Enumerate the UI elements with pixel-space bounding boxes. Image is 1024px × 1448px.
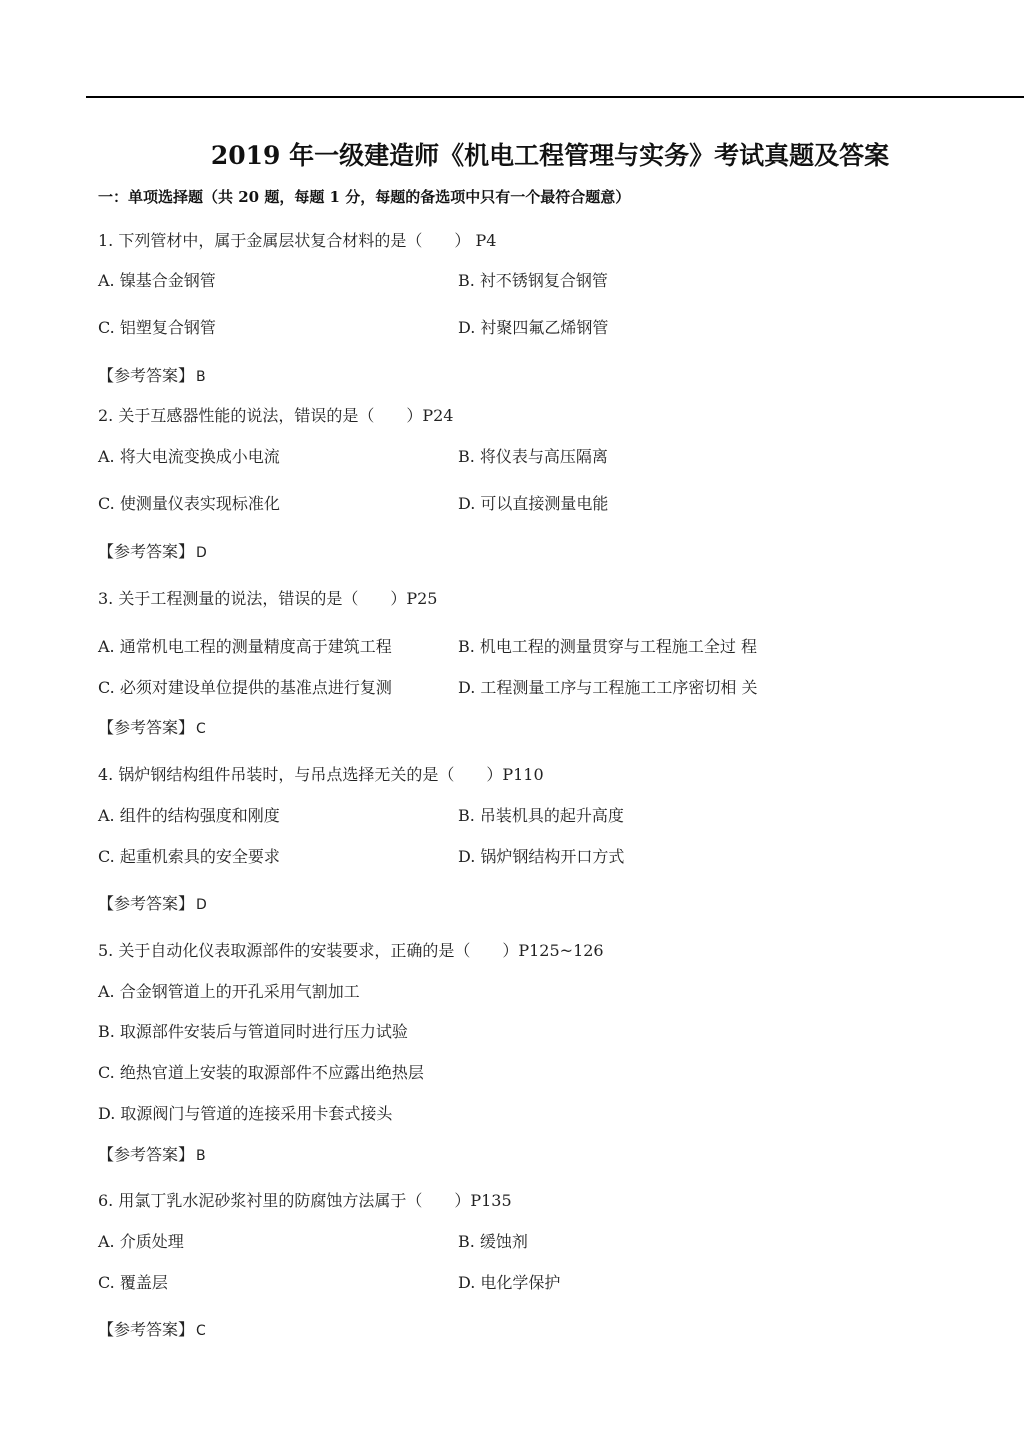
- question-4-answer: [98, 891, 207, 914]
- question-5-stem: 5. 关于自动化仪表取源部件的安装要求，正确的是（ ）P125~126: [98, 941, 604, 960]
- question-6-option-c: C. 覆盖层: [98, 1273, 168, 1292]
- question-2-option-c: C. 使测量仪表实现标准化: [98, 494, 280, 513]
- header-rule: [86, 96, 1024, 98]
- question-6-option-b: B. 缓蚀剂: [458, 1232, 528, 1251]
- question-4-stem: 4. 锅炉钢结构组件吊装时，与吊点选择无关的是（ ）P110: [98, 765, 544, 784]
- question-6-answer: [98, 1317, 206, 1340]
- section-heading: 一：单项选择题（共 20 题，每题 1 分，每题的备选项中只有一个最符合题意）: [98, 188, 631, 206]
- question-1-option-a: A. 镍基合金钢管: [98, 271, 216, 290]
- question-2-option-a: A. 将大电流变换成小电流: [98, 447, 280, 466]
- question-1-answer: [98, 363, 206, 386]
- question-5-option-a: A. 合金钢管道上的开孔采用气割加工: [98, 982, 360, 1001]
- document-title: 2019 年一级建造师《机电工程管理与实务》考试真题及答案: [210, 141, 890, 170]
- question-4-option-b: B. 吊装机具的起升高度: [458, 806, 624, 825]
- answer-label: 【参考答案】: [98, 894, 195, 913]
- answer-label: 【参考答案】: [98, 718, 195, 737]
- question-6-stem: 6. 用氯丁乳水泥砂浆衬里的防腐蚀方法属于（ ）P135: [98, 1191, 512, 1210]
- question-2-option-b: B. 将仪表与高压隔离: [458, 447, 608, 466]
- question-3-answer: [98, 715, 206, 738]
- question-1-option-d: D. 衬聚四氟乙烯钢管: [458, 318, 609, 337]
- question-1-option-c: C. 铝塑复合钢管: [98, 318, 216, 337]
- question-3-option-d: D. 工程测量工序与工程施工工序密切相 关: [458, 678, 758, 697]
- question-5-option-b: B. 取源部件安装后与管道同时进行压力试验: [98, 1022, 408, 1041]
- question-6-option-a: A. 介质处理: [98, 1232, 184, 1251]
- question-5-option-d: D. 取源阀门与管道的连接采用卡套式接头: [98, 1104, 393, 1123]
- answer-letter: C: [196, 721, 206, 737]
- question-3-option-b: B. 机电工程的测量贯穿与工程施工全过 程: [458, 637, 758, 656]
- question-4-option-c: C. 起重机索具的安全要求: [98, 847, 280, 866]
- question-2-stem: 2. 关于互感器性能的说法，错误的是（ ）P24: [98, 406, 454, 425]
- question-1-stem: 1. 下列管材中，属于金属层状复合材料的是（ ） P4: [98, 231, 497, 250]
- question-1-option-b: B. 衬不锈钢复合钢管: [458, 271, 608, 290]
- question-4-option-d: D. 锅炉钢结构开口方式: [458, 847, 625, 866]
- question-3-stem: 3. 关于工程测量的说法，错误的是（ ）P25: [98, 589, 438, 608]
- answer-label: 【参考答案】: [98, 1320, 195, 1339]
- question-6-option-d: D. 电化学保护: [458, 1273, 561, 1292]
- question-2-option-d: D. 可以直接测量电能: [458, 494, 609, 513]
- question-2-answer: [98, 539, 207, 562]
- answer-label: 【参考答案】: [98, 1145, 195, 1164]
- answer-label: 【参考答案】: [98, 366, 195, 385]
- question-4-option-a: A. 组件的结构强度和刚度: [98, 806, 280, 825]
- answer-letter: B: [196, 369, 206, 385]
- answer-label: 【参考答案】: [98, 542, 195, 561]
- answer-letter: D: [196, 545, 207, 561]
- question-5-answer: [98, 1142, 206, 1165]
- question-3-option-a: A. 通常机电工程的测量精度高于建筑工程: [98, 637, 392, 656]
- question-5-option-c: C. 绝热官道上安装的取源部件不应露出绝热层: [98, 1063, 424, 1082]
- question-3-option-c: C. 必须对建设单位提供的基准点进行复测: [98, 678, 392, 697]
- answer-letter: C: [196, 1323, 206, 1339]
- answer-letter: B: [196, 1148, 206, 1164]
- answer-letter: D: [196, 897, 207, 913]
